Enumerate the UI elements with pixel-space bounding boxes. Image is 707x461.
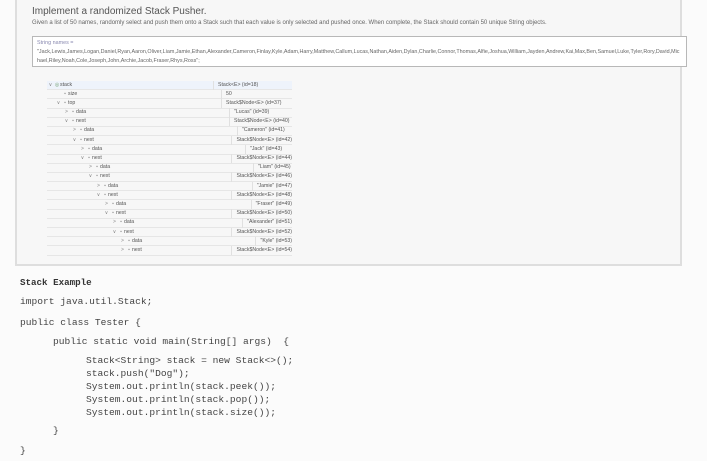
expand-arrow-icon[interactable]: > [121, 237, 124, 244]
field-icon: ▪ [88, 155, 90, 161]
variable-value: Stack$Node<E> (id=40) [229, 117, 292, 126]
names-string-value: "Jack,Lewis,James,Logan,Daniel,Ryan,Aaron,Oliver,Liam,Jamie,Ethan,Alexander,Cameron,Finlay,Kyle,Adam,Harry,Matthew,Callum,Lucas,Nathan,Aiden,Dylan,Charlie,Connor,Thomas,Alfie,Joshua,William,Jayden,Andrew,Kai,Max,Ben,Samuel,Luke,Tyler,Rory,David,Michael,Riley,Noah,Cole,Joseph,John,Archie,Jacob,Fraser,Rhys,Ross"; [37, 49, 680, 64]
field-icon: ▪ [112, 210, 114, 217]
expand-arrow-icon[interactable]: > [105, 200, 108, 207]
collapse-arrow-icon[interactable]: ∨ [104, 210, 109, 217]
field-icon: ▪ [80, 136, 82, 143]
variable-name: next [132, 246, 142, 253]
code-line: System.out.println(stack.pop()); [86, 394, 271, 405]
variable-name: data [108, 182, 119, 189]
code-line: System.out.println(stack.size()); [86, 407, 276, 418]
variable-name: next [76, 118, 86, 125]
expand-arrow-icon[interactable]: > [73, 127, 76, 134]
expand-arrow-icon[interactable]: > [113, 219, 116, 226]
names-variable-label: String names = [37, 40, 74, 46]
field-icon: ▪ [120, 228, 122, 235]
static-field-icon: ◎ [54, 81, 60, 88]
code-line: public class Tester { [20, 317, 141, 328]
task-description: Given a list of 50 names, randomly select and push them onto a Stack such that each value is only selected and pushed once. When complete, the Stack should contain 50 unique String objects. [32, 20, 547, 26]
variable-value: Stack$Node<E> (id=42) [231, 136, 292, 145]
field-icon: ▪ [128, 237, 130, 244]
names-code-box [32, 36, 687, 67]
collapse-arrow-icon[interactable]: ∨ [48, 81, 53, 88]
collapse-arrow-icon[interactable]: ∨ [112, 228, 117, 235]
variable-value: "Alexander" (id=51) [242, 218, 292, 227]
code-line: stack.push("Dog"); [86, 368, 190, 379]
variable-value: Stack$Node<E> (id=46) [231, 172, 292, 181]
variable-value: "Jamie" (id=47) [252, 182, 292, 191]
variable-name: data [76, 109, 87, 116]
variable-name: data [84, 127, 95, 134]
variable-value: Stack$Node<E> (id=44) [231, 154, 292, 163]
variable-value: Stack<E> (id=18) [213, 81, 292, 90]
task-title: Implement a randomized Stack Pusher. [32, 6, 207, 17]
collapse-arrow-icon[interactable]: ∨ [72, 136, 77, 143]
field-icon: ▪ [112, 200, 114, 207]
field-icon: ▪ [72, 118, 74, 125]
variable-name: data [124, 219, 135, 226]
variable-name: data [116, 200, 127, 207]
task-panel [15, 0, 682, 266]
field-icon: ▪ [80, 127, 82, 134]
variables-tree [47, 81, 292, 256]
variable-name: top [68, 99, 76, 106]
code-line: System.out.println(stack.peek()); [86, 381, 276, 392]
variable-name: next [100, 173, 110, 180]
collapse-arrow-icon[interactable]: ∨ [80, 155, 85, 161]
variable-value: 50 [221, 90, 292, 99]
variable-name: next [92, 155, 102, 161]
variable-name: data [132, 237, 143, 244]
variable-name: next [108, 191, 118, 198]
expand-arrow-icon[interactable]: > [81, 145, 84, 152]
variable-value: Stack$Node<E> (id=37) [221, 99, 292, 108]
variable-value: "Lucas" (id=39) [229, 108, 292, 117]
expand-arrow-icon[interactable]: > [65, 109, 68, 116]
expand-arrow-icon[interactable]: > [89, 164, 92, 171]
example-heading: Stack Example [20, 277, 92, 288]
variable-name: size [68, 90, 78, 97]
field-icon: ▪ [64, 99, 66, 106]
field-icon: ▪ [96, 164, 98, 171]
variable-value: Stack$Node<E> (id=52) [231, 228, 292, 237]
collapse-arrow-icon[interactable]: ∨ [88, 173, 93, 180]
field-icon: ▪ [88, 145, 90, 152]
collapse-arrow-icon[interactable]: ∨ [56, 99, 61, 106]
expand-arrow-icon[interactable]: > [121, 246, 124, 253]
collapse-arrow-icon[interactable]: ∨ [64, 118, 69, 125]
field-icon: ▪ [72, 109, 74, 116]
variable-value: "Cameron" (id=41) [237, 126, 292, 135]
variable-name: next [124, 228, 134, 235]
code-line: import java.util.Stack; [20, 296, 153, 307]
code-line: } [20, 445, 26, 456]
variable-value: Stack$Node<E> (id=50) [231, 209, 292, 218]
tree-row[interactable] [47, 246, 292, 255]
code-line: public static void main(String[] args) { [53, 336, 290, 347]
field-icon: ▪ [104, 182, 106, 189]
field-icon: ▪ [64, 90, 66, 97]
variable-name: data [92, 145, 103, 152]
field-icon: ▪ [96, 173, 98, 180]
variable-value: Stack$Node<E> (id=54) [231, 246, 292, 255]
field-icon: ▪ [120, 219, 122, 226]
variable-value: "Kyle" (id=53) [255, 237, 292, 246]
variable-name: next [116, 210, 126, 217]
collapse-arrow-icon[interactable]: ∨ [96, 191, 101, 198]
field-icon: ▪ [128, 246, 130, 253]
code-line: Stack<String> stack = new Stack<>(); [86, 355, 294, 366]
code-line: } [53, 425, 59, 436]
variable-value: "Fraser" (id=49) [251, 200, 292, 209]
expand-arrow-icon[interactable]: > [97, 182, 100, 189]
variable-value: Stack$Node<E> (id=48) [231, 191, 292, 200]
variable-name: data [100, 164, 111, 171]
field-icon: ▪ [104, 191, 106, 198]
variable-value: "Liam" (id=45) [253, 163, 292, 172]
variable-name: next [84, 136, 94, 143]
variable-name: stack [60, 81, 73, 88]
variable-value: "Jack" (id=43) [245, 145, 292, 154]
